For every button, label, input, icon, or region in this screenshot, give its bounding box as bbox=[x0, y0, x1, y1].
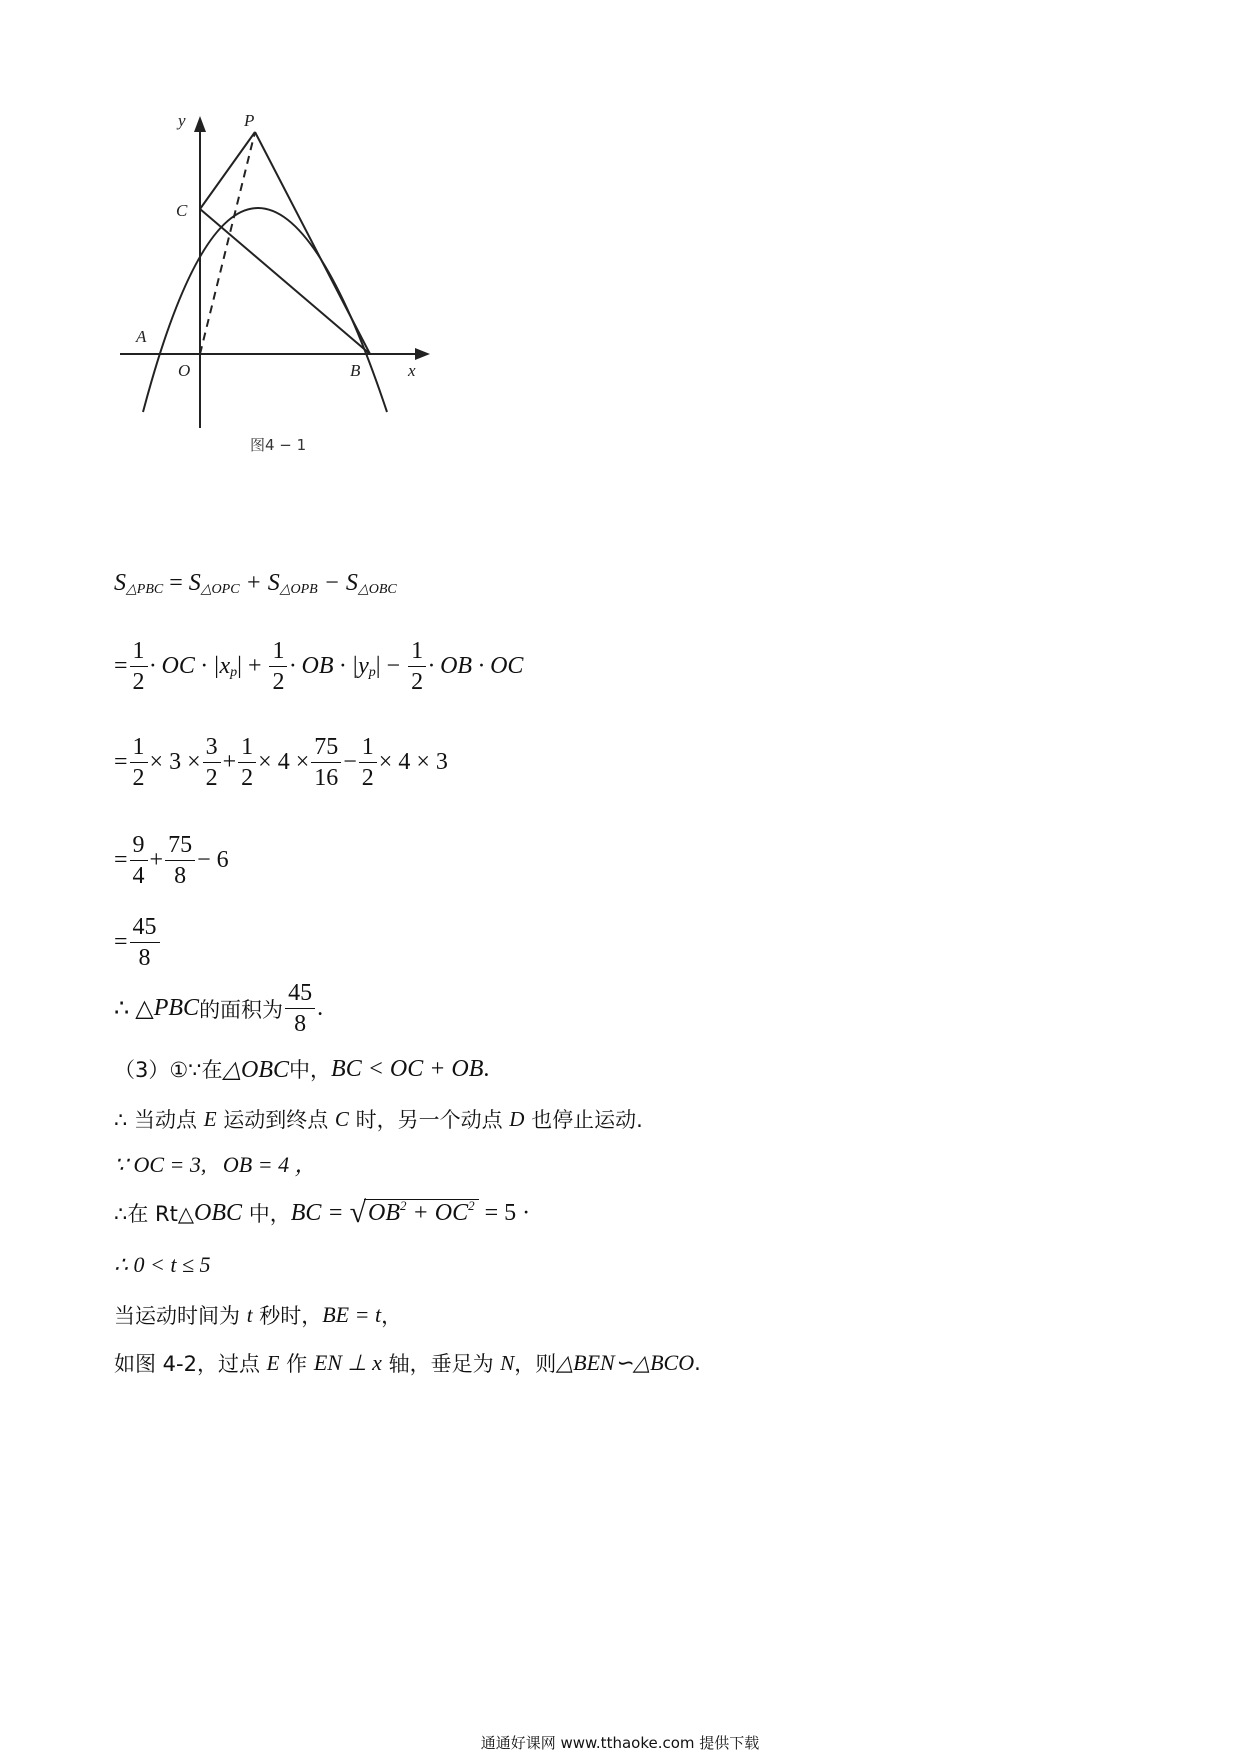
equation-area-decomposition bbox=[114, 570, 397, 597]
equation-substitution bbox=[114, 732, 448, 793]
fraction: $\frac{9}{4}$ bbox=[130, 830, 148, 891]
l10-tri: OBC bbox=[194, 1199, 243, 1226]
sqrt-sign: √ bbox=[349, 1196, 367, 1229]
segment-cb bbox=[200, 209, 370, 354]
parabola-curve bbox=[143, 208, 387, 412]
l8-e: E bbox=[203, 1106, 217, 1131]
similar-triangles bbox=[114, 1348, 701, 1378]
t-range bbox=[114, 1252, 211, 1278]
eq1-eq: = bbox=[163, 570, 189, 596]
l10-c: BC = bbox=[290, 1199, 350, 1226]
eq4-p2: − 6 bbox=[197, 847, 229, 873]
l11-text: ∴ 0 < t ≤ 5 bbox=[114, 1252, 211, 1277]
y-axis-arrow bbox=[194, 116, 206, 132]
label-b: B bbox=[350, 361, 361, 380]
eq1-t2-sub: △OPB bbox=[279, 582, 318, 597]
fraction: $\frac{1}{2}$ bbox=[408, 636, 426, 697]
footer-source: 通通好课网 www.tthaoke.com 提供下载 bbox=[480, 1734, 760, 1752]
l13-f: △BEN∽△BCO bbox=[556, 1350, 695, 1375]
eq2-p3: · OB · |y bbox=[289, 653, 369, 679]
l7-end: . bbox=[483, 1055, 490, 1082]
segment-pb bbox=[255, 132, 370, 354]
l9-text: ∵ OC = 3, OB = 4 ， bbox=[114, 1152, 317, 1177]
equation-area-formula bbox=[114, 636, 523, 697]
fraction: $\frac{45}{8}$ bbox=[130, 912, 160, 973]
l13-e: E bbox=[266, 1350, 280, 1375]
l8-d: D bbox=[509, 1106, 525, 1131]
eq1-minus: − S bbox=[317, 570, 358, 596]
eq2-s2: p bbox=[368, 664, 376, 680]
eq3-eq: = bbox=[114, 749, 128, 775]
l10-a: ∴在 Rt△ bbox=[114, 1202, 195, 1226]
l7-pre: （3）①∵在 bbox=[114, 1058, 223, 1082]
l13-e-text: ，则 bbox=[514, 1352, 557, 1376]
l12-d: ， bbox=[381, 1304, 403, 1328]
eq2-p4: | − bbox=[375, 653, 407, 679]
l8-b: 运动到终点 bbox=[216, 1108, 335, 1132]
l8-d-text: 也停止运动. bbox=[524, 1108, 643, 1132]
segment-cp bbox=[200, 132, 255, 209]
fraction: $\frac{1}{2}$ bbox=[238, 732, 256, 793]
label-a: A bbox=[136, 327, 147, 346]
l12-b: 秒时， bbox=[252, 1304, 323, 1328]
l13-g: . bbox=[694, 1351, 701, 1375]
eq1-lhs-sub: △PBC bbox=[126, 582, 164, 597]
eq1-t1-sub: △OPC bbox=[200, 582, 240, 597]
equation-simplify bbox=[114, 830, 229, 891]
label-x: x bbox=[408, 361, 416, 380]
l8-a: ∴ 当动点 bbox=[114, 1108, 204, 1132]
fraction: $\frac{1}{2}$ bbox=[130, 732, 148, 793]
l7-mid: 中， bbox=[289, 1058, 332, 1082]
eq2-p2: | + bbox=[237, 653, 268, 679]
l13-c: EN ⊥ x bbox=[313, 1350, 382, 1375]
part3-inequality bbox=[114, 1054, 489, 1084]
l6-cn: 的面积为 bbox=[199, 997, 284, 1022]
figure-caption: 图4 − 1 bbox=[250, 436, 307, 454]
eq4-p1: + bbox=[149, 847, 164, 873]
conclusion-area bbox=[114, 978, 323, 1039]
fraction: $\frac{75}{8}$ bbox=[165, 830, 195, 891]
l6-end: . bbox=[317, 995, 324, 1021]
label-y: y bbox=[178, 111, 186, 130]
motion-stop-statement bbox=[114, 1104, 643, 1134]
fraction: $\frac{1}{2}$ bbox=[269, 636, 287, 697]
eq1-t3-sub: △OBC bbox=[357, 582, 397, 597]
fraction: $\frac{45}{8}$ bbox=[285, 978, 315, 1039]
fraction: $\frac{3}{2}$ bbox=[203, 732, 221, 793]
label-o: O bbox=[178, 361, 191, 380]
given-lengths bbox=[114, 1148, 317, 1179]
eq1-plus: + S bbox=[239, 570, 280, 596]
l6-tri: PBC bbox=[153, 995, 200, 1021]
eq3-p4: − bbox=[343, 749, 357, 775]
l6-pre: ∴ △ bbox=[114, 996, 154, 1022]
l7-tri: △OBC bbox=[222, 1056, 290, 1083]
l13-a: 如图 4-2，过点 bbox=[114, 1352, 267, 1376]
l10-d: = 5 · bbox=[478, 1199, 531, 1226]
be-equals-t bbox=[114, 1300, 402, 1330]
l13-n: N bbox=[500, 1350, 515, 1375]
eq2-s1: p bbox=[230, 664, 238, 680]
eq3-p1: × 3 × bbox=[149, 749, 201, 775]
eq4-eq: = bbox=[114, 847, 128, 873]
l8-c-text: 时，另一个动点 bbox=[348, 1108, 510, 1132]
l12-t: t bbox=[246, 1302, 253, 1327]
label-p: P bbox=[244, 111, 255, 130]
l12-a: 当运动时间为 bbox=[114, 1304, 247, 1328]
l12-c: BE = t bbox=[322, 1302, 382, 1327]
l10-b: 中， bbox=[242, 1202, 291, 1226]
l13-b: 作 bbox=[279, 1352, 314, 1376]
l13-d: 轴，垂足为 bbox=[381, 1352, 501, 1376]
equation-result bbox=[114, 912, 162, 973]
radicand: $OB^2 + OC^2$ bbox=[364, 1199, 479, 1227]
fraction: $\frac{75}{16}$ bbox=[311, 732, 341, 793]
label-c: C bbox=[176, 201, 188, 220]
l8-c: C bbox=[334, 1106, 349, 1131]
eq2-p1: · OC · |x bbox=[149, 653, 231, 679]
l7-ineq: BC < OC + OB bbox=[331, 1055, 484, 1082]
eq2-eq: = bbox=[114, 653, 128, 679]
fraction: $\frac{1}{2}$ bbox=[359, 732, 377, 793]
eq3-p2: + bbox=[222, 749, 237, 775]
eq5-eq: = bbox=[114, 929, 128, 955]
eq3-p5: × 4 × 3 bbox=[378, 749, 448, 775]
figure-4-1 bbox=[100, 110, 440, 470]
pythagoras-bc bbox=[114, 1196, 530, 1230]
eq1-lhs: S bbox=[114, 570, 126, 596]
eq1-t1: S bbox=[188, 570, 201, 596]
fraction: $\frac{1}{2}$ bbox=[130, 636, 148, 697]
eq3-p3: × 4 × bbox=[258, 749, 310, 775]
x-axis-arrow bbox=[415, 348, 430, 360]
eq2-p5: · OB · OC bbox=[428, 653, 524, 679]
